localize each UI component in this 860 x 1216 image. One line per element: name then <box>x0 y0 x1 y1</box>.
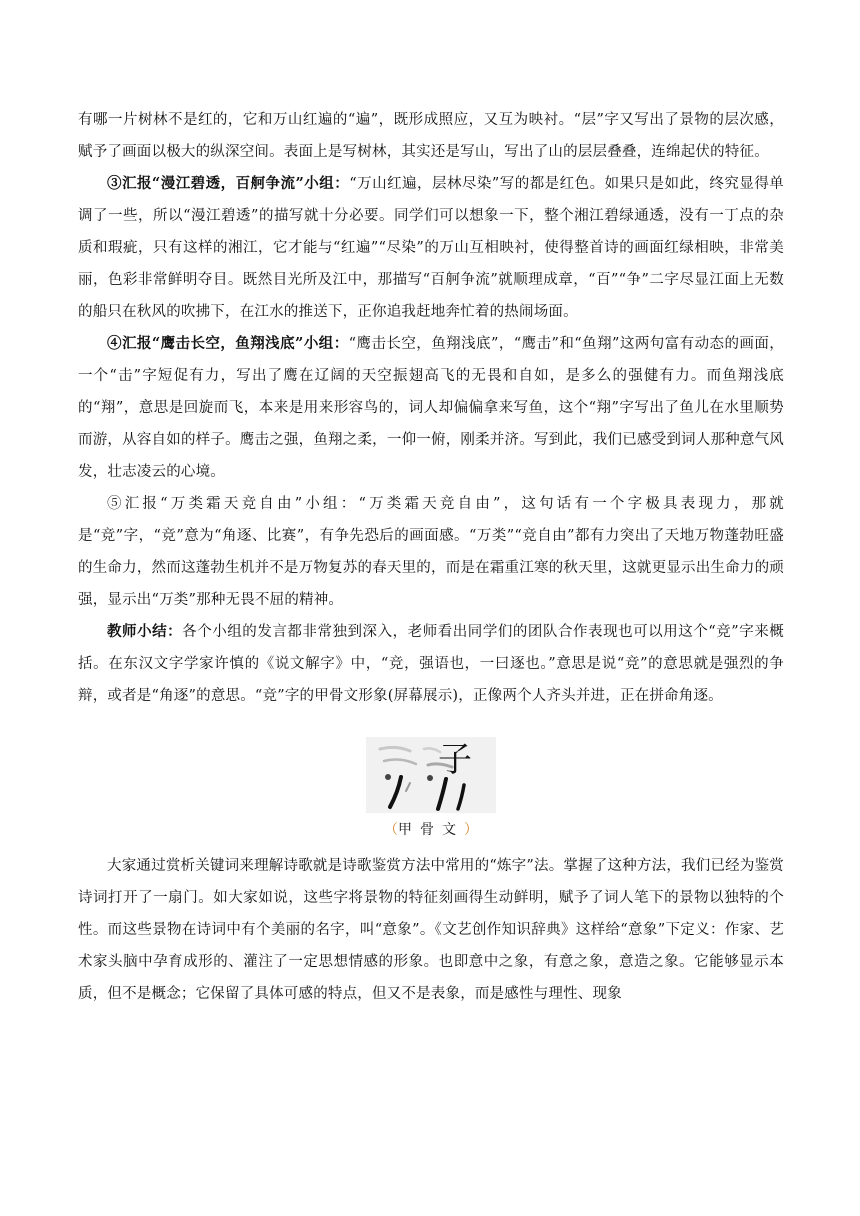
figure-caption <box>384 821 478 839</box>
paragraph-continuation: 有哪一片树林不是红的，它和万山红遍的“遍”，既形成照应，又互为映衬。“层”字又写出了景物的层次感，赋予了画面以极大的纵深空间。表面上是写树林，其实还是写山，写出了山的层层叠叠，连绵起伏的特征。 <box>78 112 784 160</box>
group-4-body: “鹰击长空，鱼翔浅底”，“鹰击”和“鱼翔”这两句富有动态的画面，一个“击”字短促有力，写出了鹰在辽阔的天空振翅高飞的无畏和自如，是多么的强健有力。而鱼翔浅底的“翔”，意思是回旋而飞，本来是用来形容鸟的，词人却偏偏拿来写鱼，这个“翔”字写出了鱼儿在水里顺势而游，从容自如的样子。鹰击之强，鱼翔之柔，一仰一俯，刚柔并济。写到此，我们已感受到词人那种意气风发，壮志凌云的心境。 <box>78 336 784 480</box>
teacher-summary-heading: 教师小结： <box>107 623 183 640</box>
paragraph-group-3 <box>78 168 784 328</box>
paragraph-group-5: ⑤汇报“万类霜天竞自由”小组：“万类霜天竞自由”，这句话有一个字极具表现力，那就是“竞”字，“竞”意为“角逐、比赛”，有争先恐后的画面感。“万类”“竞自由”都有力突出了天地万物蓬勃旺盛的生命力，然而这蓬勃生机并不是万物复苏的春天里的，而是在霜重江寒的秋天里，这就更显示出生命力的顽强，显示出“万类”那种无畏不屈的精神。 <box>78 496 784 608</box>
group-3-heading: ③汇报“漫江碧透，百舸争流”小组： <box>107 175 350 192</box>
paragraph-teacher-summary <box>78 616 784 712</box>
paragraph-group-4 <box>78 328 784 488</box>
caption-close-paren: ） <box>464 822 478 838</box>
paragraph-imagery: 大家通过赏析关键词来理解诗歌就是诗歌鉴赏方法中常用的“炼字”法。掌握了这种方法，我们已经为鉴赏诗词打开了一扇门。如大家如说，这些字将景物的特征刻画得生动鲜明，赋予了词人笔下的景物以独特的个性。而这些景物在诗词中有个美丽的名字，叫“意象”。《文艺创作知识辞典》这样给“意象”下定义：作家、艺术家头脑中孕育成形的、灌注了一定思想情感的形象。也即意中之象，有意之象，意造之象。它能够显示本质，但不是概念；它保留了具体可感的特点，但又不是表象，而是感性与理性、现象 <box>78 858 784 1002</box>
oracle-glyph-text: 子 <box>438 740 472 780</box>
caption-text: 甲骨文 <box>398 822 464 838</box>
oracle-bone-figure <box>78 737 784 839</box>
caption-open-paren: （ <box>384 822 398 838</box>
group-4-heading: ④汇报“鹰击长空，鱼翔浅底”小组： <box>107 335 349 352</box>
group-3-body: “万山红遍，层林尽染”写的都是红色。如果只是如此，终究显得单调了一些，所以“漫江碧透”的描写就十分必要。同学们可以想象一下，整个湘江碧绿通透，没有一丁点的杂质和瑕疵，只有这样的湘江，它才能与“红遍”“尽染”的万山互相映衬，使得整首诗的画面红绿相映，非常美丽，色彩非常鲜明夺目。既然目光所及江中，那描写“百舸争流”就顺理成章，“百”“争”二字尽显江面上无数的船只在秋风的吹拂下，在江水的推送下，正你追我赶地奔忙着的热闹场面。 <box>78 176 784 320</box>
document-page <box>78 104 784 1010</box>
teacher-summary-body: 各个小组的发言都非常独到深入，老师看出同学们的团队合作表现也可以用这个“竞”字来概括。在东汉文字学家许慎的《说文解字》中，“竞，强语也，一曰逐也。”意思是说“竞”的意思就是强烈的争辩，或者是“角逐”的意思。“竞”字的甲骨文形象(屏幕展示)，正像两个人齐头并进，正在拼命角逐。 <box>78 624 784 704</box>
oracle-bone-glyph-icon <box>366 737 496 813</box>
oracle-bone-image <box>366 737 496 813</box>
